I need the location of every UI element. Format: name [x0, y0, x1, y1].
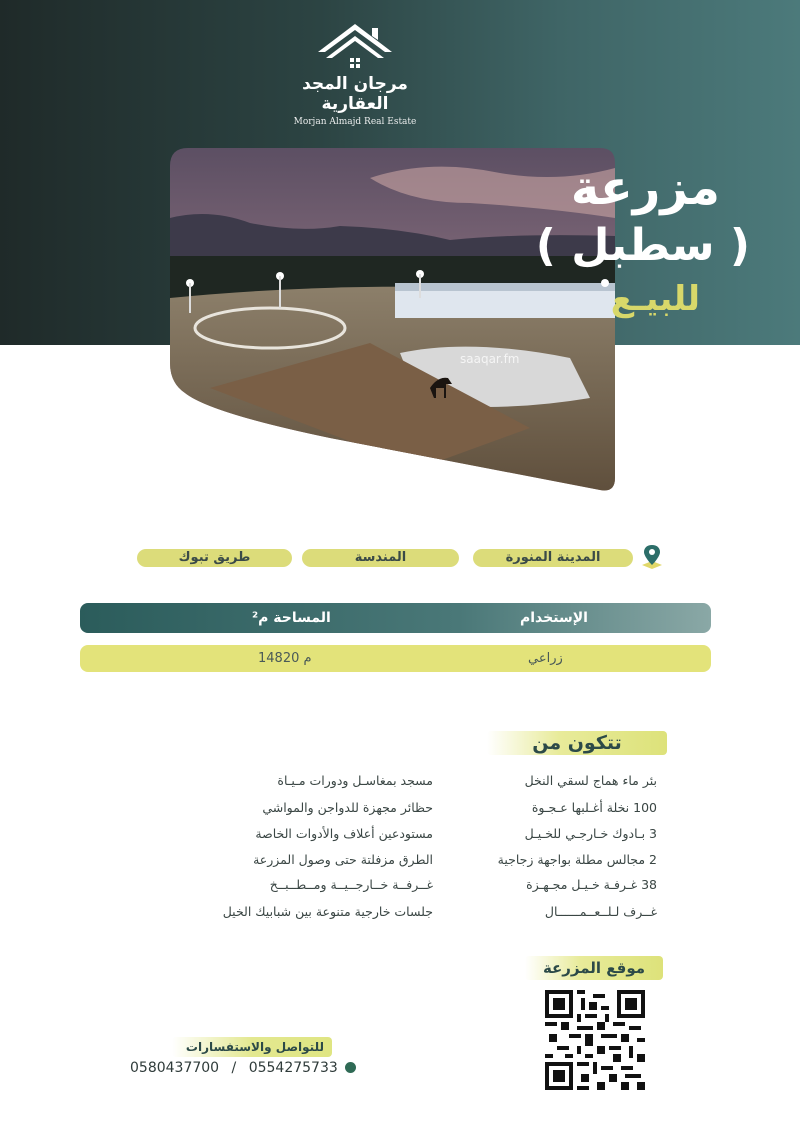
- feature-left-4: الطرق مزفلتة حتى وصول المزرعة: [253, 852, 433, 867]
- phone-1[interactable]: 0554275733: [248, 1060, 338, 1076]
- brand-logo: [270, 22, 440, 127]
- brand-name-en: Morjan Almajd Real Estate: [293, 117, 417, 127]
- value-usage: زراعي: [528, 651, 563, 666]
- feature-right-2: 100 نخلة أغـلبها عـجـوة: [531, 800, 657, 815]
- features-title: تتكون من: [487, 731, 667, 755]
- specs-row: [80, 645, 711, 672]
- value-area: 14820 م: [258, 651, 312, 666]
- photo-watermark: saaqar.fm: [460, 352, 520, 366]
- feature-right-6: غــرف لـلــعــمــــــال: [544, 904, 657, 919]
- contact-phones: [130, 1060, 356, 1076]
- header-area: المساحة م²: [252, 610, 331, 626]
- location-pin-icon: [640, 543, 664, 571]
- feature-right-5: 38 غـرفـة خـيـل مجـهـزة: [526, 877, 657, 892]
- hero-title: [535, 160, 750, 322]
- feature-left-5: غــرفــة خــارجــيــة ومــطــبــخ: [269, 877, 433, 892]
- feature-right-3: 3 بـادوك خـارجـي للخـيـل: [524, 826, 657, 841]
- phone-2[interactable]: 0580437700: [130, 1060, 220, 1076]
- location-road: طريق تبوك: [137, 549, 292, 567]
- title-line-2: ( سطبل ): [535, 220, 750, 271]
- header-usage: الإستخدام: [520, 610, 588, 626]
- specs-header: [80, 603, 711, 633]
- feature-left-1: مسجد بمغاسـل ودورات مـيـاة: [277, 773, 433, 788]
- location-district: المندسة: [302, 549, 459, 567]
- feature-left-2: حظائر مجهزة للدواجن والمواشي: [262, 800, 433, 815]
- feature-left-3: مستودعين أعلاف والأدوات الخاصة: [255, 826, 433, 841]
- map-section-title: موقع المزرعة: [525, 956, 663, 980]
- brand-name-ar: مرجان المجد العقارية: [302, 74, 408, 114]
- location-qr-code[interactable]: [545, 990, 645, 1090]
- contact-title: للتواصل والاستفسارات: [172, 1037, 332, 1057]
- title-line-3: للبيـع: [610, 279, 700, 319]
- feature-right-4: 2 مجالس مطلة بواجهة زجاجية: [497, 852, 657, 867]
- feature-right-1: بئر ماء هماج لسقي النخل: [524, 773, 657, 788]
- house-logo-icon: [316, 22, 394, 70]
- whatsapp-icon: [345, 1062, 356, 1073]
- phone-separator: /: [231, 1060, 237, 1076]
- feature-left-6: جلسات خارجية متنوعة بين شبابيك الخيل: [222, 904, 433, 919]
- title-line-1: مزرعة: [570, 160, 720, 216]
- location-city: المدينة المنورة: [473, 549, 633, 567]
